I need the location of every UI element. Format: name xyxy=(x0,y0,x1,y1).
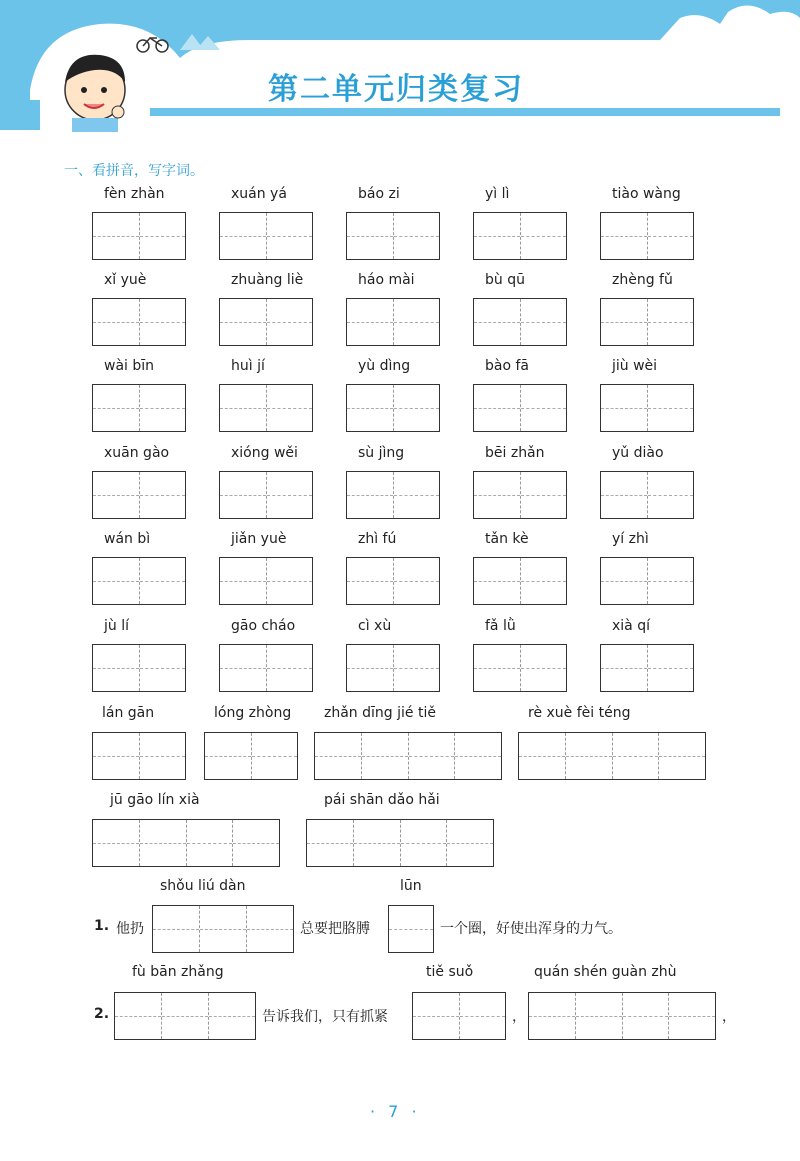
writing-box[interactable] xyxy=(219,384,313,432)
pinyin-label: jiù wèi xyxy=(612,358,658,374)
pinyin-label: wán bì xyxy=(104,531,151,547)
page-title: 第二单元归类复习 xyxy=(268,72,524,107)
writing-box[interactable] xyxy=(473,471,567,519)
pinyin-label: zhuàng liè xyxy=(231,272,304,288)
writing-box[interactable] xyxy=(204,732,298,780)
pinyin-label: rè xuè fèi téng xyxy=(528,705,631,721)
pinyin-label: jiǎn yuè xyxy=(231,531,287,547)
sentence2-answer-box-c[interactable] xyxy=(528,992,716,1040)
writing-box[interactable] xyxy=(346,557,440,605)
writing-box[interactable] xyxy=(92,298,186,346)
sentence2-number: 2. xyxy=(94,1006,110,1022)
sentence2-pinyin-c: quán shén guàn zhù xyxy=(534,964,677,980)
pinyin-label: háo mài xyxy=(358,272,415,288)
writing-box[interactable] xyxy=(92,212,186,260)
sentence1-pinyin-b: lūn xyxy=(400,878,422,894)
writing-box[interactable] xyxy=(518,732,706,780)
sentence2-pinyin-a: fù bān zhǎng xyxy=(132,964,224,980)
sentence1-answer-box-b[interactable] xyxy=(388,905,434,953)
pinyin-label: yǔ diào xyxy=(612,445,664,461)
writing-box[interactable] xyxy=(92,819,280,867)
sentence2-pinyin-b: tiě suǒ xyxy=(426,964,474,980)
pinyin-label: bù qū xyxy=(485,272,525,288)
pinyin-label: tiào wàng xyxy=(612,186,681,202)
writing-box[interactable] xyxy=(314,732,502,780)
sentence2-text-b: ， xyxy=(512,1009,526,1025)
writing-box[interactable] xyxy=(600,644,694,692)
writing-box[interactable] xyxy=(306,819,494,867)
pinyin-label: bào fā xyxy=(485,358,529,374)
writing-box[interactable] xyxy=(473,212,567,260)
pinyin-label: lán gān xyxy=(102,705,155,721)
pinyin-label: xióng wěi xyxy=(231,445,298,461)
writing-box[interactable] xyxy=(600,471,694,519)
writing-box[interactable] xyxy=(600,557,694,605)
writing-box[interactable] xyxy=(346,471,440,519)
pinyin-label: tǎn kè xyxy=(485,531,529,547)
pinyin-label: pái shān dǎo hǎi xyxy=(324,792,440,808)
writing-box[interactable] xyxy=(219,557,313,605)
pinyin-label: bēi zhǎn xyxy=(485,445,545,461)
writing-box[interactable] xyxy=(346,298,440,346)
sentence2-answer-box-b[interactable] xyxy=(412,992,506,1040)
writing-box[interactable] xyxy=(219,644,313,692)
sentence1-answer-box-a[interactable] xyxy=(152,905,294,953)
writing-box[interactable] xyxy=(92,384,186,432)
pinyin-label: xuān gào xyxy=(104,445,170,461)
pinyin-label: zhǎn dīng jié tiě xyxy=(324,705,436,721)
pinyin-label: jù lí xyxy=(104,618,129,634)
writing-box[interactable] xyxy=(219,298,313,346)
pinyin-label: yì lì xyxy=(485,186,510,202)
pinyin-label: fǎ lǜ xyxy=(485,618,516,634)
section-heading: 一、看拼音，写字词。 xyxy=(64,163,204,179)
pinyin-label: zhèng fǔ xyxy=(612,272,673,288)
pinyin-label: wài bīn xyxy=(104,358,155,374)
sentence1-text-c: 一个圈，好使出浑身的力气。 xyxy=(440,921,622,937)
pinyin-label: báo zi xyxy=(358,186,400,202)
writing-box[interactable] xyxy=(346,384,440,432)
pinyin-label: yù dìng xyxy=(358,358,411,374)
writing-box[interactable] xyxy=(473,644,567,692)
boy-avatar-icon xyxy=(65,55,125,132)
pinyin-label: fèn zhàn xyxy=(104,186,165,202)
writing-box[interactable] xyxy=(92,644,186,692)
sentence1-number: 1. xyxy=(94,918,110,934)
pinyin-label: zhì fú xyxy=(358,531,397,547)
pinyin-label: cì xù xyxy=(358,618,392,634)
writing-box[interactable] xyxy=(473,384,567,432)
bicycle-icon xyxy=(137,38,168,52)
pinyin-label: lóng zhòng xyxy=(214,705,292,721)
pinyin-label: xǐ yuè xyxy=(104,272,147,288)
writing-box[interactable] xyxy=(600,384,694,432)
writing-box[interactable] xyxy=(92,732,186,780)
writing-box[interactable] xyxy=(219,212,313,260)
pinyin-label: xià qí xyxy=(612,618,650,634)
writing-box[interactable] xyxy=(219,471,313,519)
pinyin-label: gāo cháo xyxy=(231,618,296,634)
sentence1-text-b: 总要把胳膊 xyxy=(300,921,370,937)
writing-box[interactable] xyxy=(346,212,440,260)
page-number: · 7 · xyxy=(370,1102,421,1121)
pinyin-label: huì jí xyxy=(231,358,265,374)
sentence1-pinyin-a: shǒu liú dàn xyxy=(160,878,246,894)
sentence1-text-a: 他扔 xyxy=(116,921,144,937)
writing-box[interactable] xyxy=(92,557,186,605)
writing-box[interactable] xyxy=(600,298,694,346)
writing-box[interactable] xyxy=(346,644,440,692)
sentence2-answer-box-a[interactable] xyxy=(114,992,256,1040)
writing-box[interactable] xyxy=(473,298,567,346)
pinyin-label: sù jìng xyxy=(358,445,405,461)
sentence2-text-a: 告诉我们，只有抓紧 xyxy=(262,1009,388,1025)
writing-box[interactable] xyxy=(600,212,694,260)
pinyin-label: jū gāo lín xià xyxy=(110,792,200,808)
sentence2-text-c: ， xyxy=(722,1009,736,1025)
pinyin-label: xuán yá xyxy=(231,186,287,202)
writing-box[interactable] xyxy=(473,557,567,605)
pinyin-label: yí zhì xyxy=(612,531,649,547)
writing-box[interactable] xyxy=(92,471,186,519)
